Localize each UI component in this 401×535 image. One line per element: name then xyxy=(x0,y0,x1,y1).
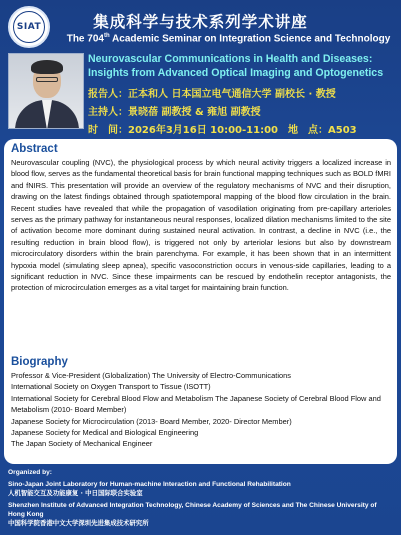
speaker-photo xyxy=(8,53,84,129)
biography-heading: Biography xyxy=(11,356,68,368)
org1-english: Sino-Japan Joint Laboratory for Human-machine Interaction and Functional Rehabilitation xyxy=(8,481,291,488)
content-card xyxy=(4,139,397,464)
bio-item: International Society for Cerebral Blood Flow and Metabolism The Japanese Society of Cerebral Blood Flow and Metabolism (2010- Board Member) xyxy=(11,393,381,415)
photo-glasses xyxy=(36,77,58,82)
seminar-subtitle xyxy=(60,33,397,44)
subtitle-suffix: Academic Seminar on Integration Science and Technology xyxy=(109,33,391,45)
organizers-footer xyxy=(8,468,394,528)
org2-english: Shenzhen Institute of Advanced Integration Technology, Chinese Academy of Sciences and The Chinese University of Hong Kong xyxy=(8,502,377,518)
host-row: 主持人：景晓蓓 副教授 & 雍旭 副教授 xyxy=(88,107,261,118)
bio-item: Japanese Society for Medical and Biological Engineering xyxy=(11,428,199,438)
time-location-row: 时 间：2026年3月16日 10:00-11:00 地 点：A503 xyxy=(88,125,357,136)
poster-title: 集成科学与技术系列学术讲座 xyxy=(93,13,308,31)
abstract-text: Neurovascular coupling (NVC), the physiological process by which neural activity triggers a localized increase in blood flow, serves as the fundamental theoretical basis for brain functional mapping techniques such as BOLD fMRI and fNIRS. This presentation will provide an overview of the regulatory mechanisms of NVC and their disruption, drawing on the latest findings obtained through spatiotemporal mapping of the blood flow circulation in the brain. Recent studies have revealed that while the propagation of vasodilation originating from pre-capillary arterioles serves as the primary pathway for instantaneous neural responses, localized dilation mechanisms limited to the site of activation become more dominant during sustained neural activation. In contrast, a decline in NVC (i.e., the resulting reduction in brain blood flow), is triggered not only by arteriolar lesions but also by downstream microcirculatory disorders within the brain parenchyma. For example, it has been shown that in an intermittent hypoxia model (simulating sleep apnea), specific vasoconstriction occurs in venous-side capillaries, leading to a significant reduction in NVC. Since these impairments can be rescued by endothelin receptor antagonists, the protection of microcirculation emerges as a vital target for maintaining brain function. xyxy=(11,158,391,293)
biography-list xyxy=(11,370,393,450)
org1-chinese: 人机智能交互及功能康复 · 中日国际联合实验室 xyxy=(8,489,143,497)
subtitle-prefix: The 704 xyxy=(66,33,104,45)
bio-item: Japanese Society for Microcirculation (2013- Board Member, 2020- Director Member) xyxy=(11,416,292,426)
bio-item: The Japan Society of Mechanical Engineer xyxy=(11,439,153,449)
abstract-heading: Abstract xyxy=(11,143,58,155)
bio-item: International Society on Oxygen Transport to Tissue (ISOTT) xyxy=(11,382,211,392)
logo-text: SIAT xyxy=(16,22,42,32)
org2-chinese: 中国科学院香港中文大学深圳先进集成技术研究所 xyxy=(8,519,149,527)
bio-item: Professor & Vice-President (Globalization) The University of Electro-Communications xyxy=(11,371,291,380)
subtitle-sup: th xyxy=(103,33,110,39)
organized-by-label: Organized by: xyxy=(8,469,52,476)
speaker-row: 报告人：正本和人 日本国立电气通信大学 副校长 · 教授 xyxy=(88,89,336,100)
photo-hair xyxy=(31,60,63,74)
talk-title: Neurovascular Communications in Health and Diseases: Insights from Advanced Optical Imaging and Optogenetics xyxy=(88,53,384,79)
